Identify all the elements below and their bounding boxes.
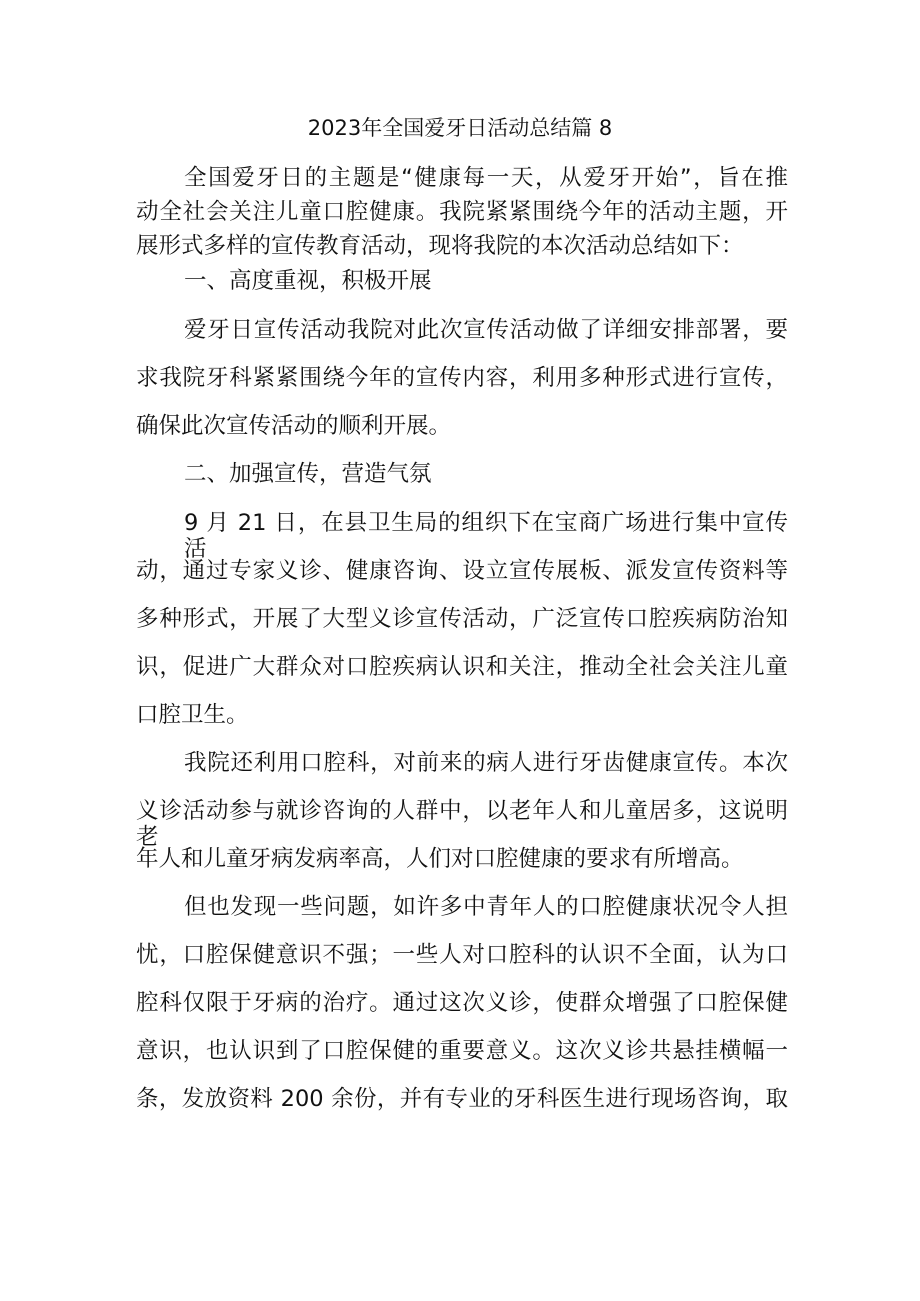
text-line: 动全社会关注儿童口腔健康。我院紧紧围绕今年的活动主题，开 [136,199,788,225]
text-line: 条，发放资料 200 余份，并有专业的牙科医生进行现场咨询，取 [136,1086,788,1112]
text-line: 识，促进广大群众对口腔疾病认识和关注，推动全社会关注儿童 [136,654,788,680]
text-line: 爱牙日宣传活动我院对此次宣传活动做了详细安排部署，要 [184,317,788,343]
document-title: 2023年全国爱牙日活动总结篇 8 [307,116,613,140]
text-line: 忧，口腔保健意识不强；一些人对口腔科的认识不全面，认为口 [136,942,788,968]
text-line: 腔科仅限于牙病的治疗。通过这次义诊，使群众增强了口腔保健 [136,990,788,1016]
text-line: 我院还利用口腔科，对前来的病人进行牙齿健康宣传。本次 [184,750,788,776]
text-line: 但也发现一些问题，如许多中青年人的口腔健康状况令人担 [184,894,788,920]
section-heading: 一、高度重视，积极开展 [184,268,432,294]
text-line: 确保此次宣传活动的顺利开展。 [136,413,452,439]
text-line: 9 月 21 日，在县卫生局的组织下在宝商广场进行集中宣传活 [184,510,788,562]
text-line: 意识，也认识到了口腔保健的重要意义。这次义诊共悬挂横幅一 [136,1038,788,1064]
text-line: 口腔卫生。 [136,702,249,728]
text-line: 年人和儿童牙病发病率高，人们对口腔健康的要求有所增高。 [136,846,744,872]
text-line: 全国爱牙日的主题是“健康每一天，从爱牙开始”，旨在推 [184,165,788,191]
text-line: 义诊活动参与就诊咨询的人群中，以老年人和儿童居多，这说明老 [136,798,788,850]
section-heading: 二、加强宣传，营造气氛 [184,461,432,487]
text-line: 求我院牙科紧紧围绕今年的宣传内容，利用多种形式进行宣传， [136,365,788,391]
text-line: 多种形式，开展了大型义诊宣传活动，广泛宣传口腔疾病防治知 [136,606,788,632]
text-line: 展形式多样的宣传教育活动，现将我院的本次活动总结如下： [136,233,744,259]
text-line: 动，通过专家义诊、健康咨询、设立宣传展板、派发宣传资料等 [136,558,788,584]
